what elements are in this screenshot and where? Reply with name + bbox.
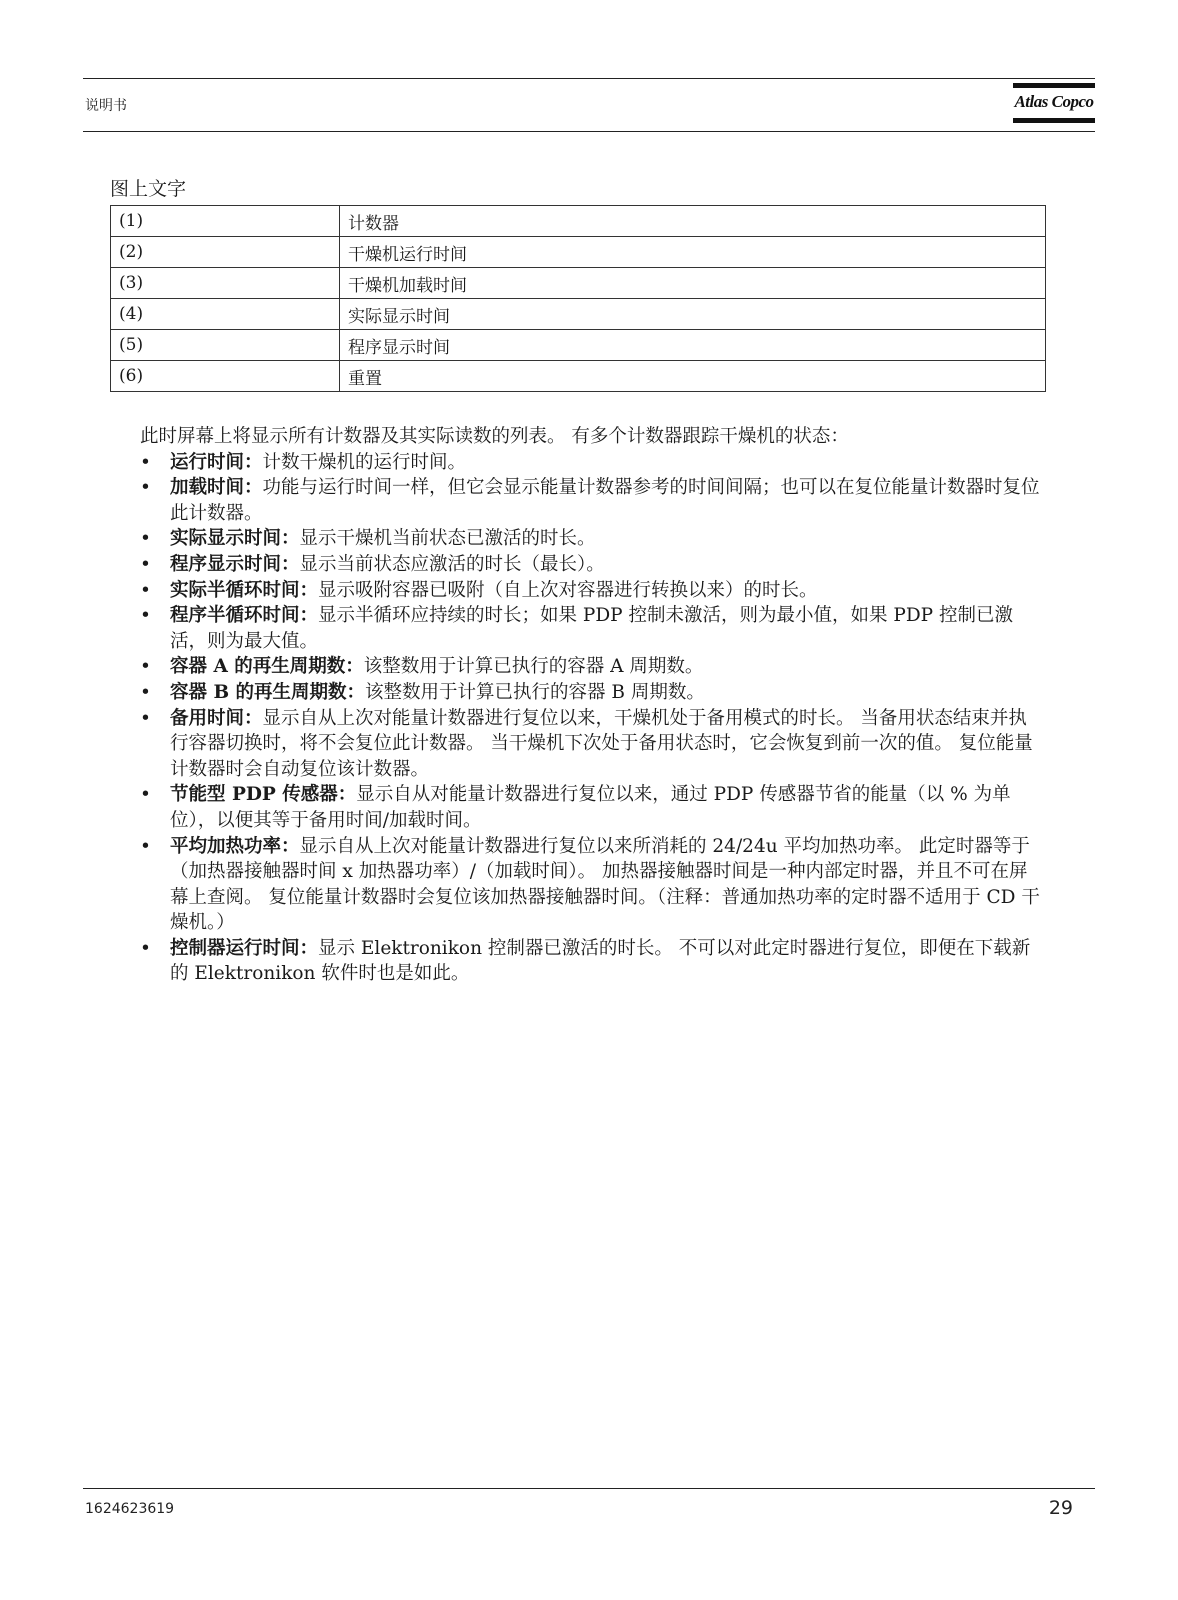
item-text: 显示干燥机当前状态已激活的时长。 — [299, 528, 596, 550]
body-content — [140, 424, 1040, 987]
legend-number: (2) — [111, 237, 340, 268]
legend-text: 重置 — [340, 361, 1046, 392]
list-item — [140, 834, 1040, 936]
logo-bar-bottom — [1013, 118, 1095, 123]
item-text: 显示自从上次对能量计数器进行复位以来，干燥机处于备用模式的时长。 当备用状态结束并执行容器切换时，将不会复位此计数器。 当干燥机下次处于备用状态时，它会恢复到前一次的值。 复位能量计数器时会自动复位该计数器。 — [170, 707, 1033, 780]
logo-text: Atlas Copco — [1014, 92, 1094, 111]
list-item — [140, 450, 1040, 476]
legend-text: 计数器 — [340, 206, 1046, 237]
legend-title: 图上文字 — [110, 178, 187, 200]
atlas-copco-logo — [1013, 81, 1095, 127]
legend-number: (1) — [111, 206, 340, 237]
item-term: 容器 B 的再生周期数： — [170, 681, 366, 703]
table-row — [111, 299, 1046, 330]
item-term: 平均加热功率： — [170, 835, 300, 857]
intro-paragraph: 此时屏幕上将显示所有计数器及其实际读数的列表。 有多个计数器跟踪干燥机的状态： — [140, 426, 849, 447]
document-number: 1624623619 — [85, 1501, 175, 1517]
item-text: 显示吸附容器已吸附（自上次对容器进行转换以来）的时长。 — [318, 579, 818, 601]
table-row — [111, 237, 1046, 268]
bullet-icon: • — [140, 528, 151, 550]
legend-number: (4) — [111, 299, 340, 330]
item-term: 备用时间： — [170, 707, 263, 729]
legend-text: 实际显示时间 — [340, 299, 1046, 330]
legend-number: (3) — [111, 268, 340, 299]
list-item — [140, 475, 1040, 526]
item-text: 显示自从对能量计数器进行复位以来，通过 PDP 传感器节省的能量（以 % 为单位），以便其等于备用时间/加载时间。 — [170, 784, 1011, 831]
bullet-icon: • — [140, 937, 151, 959]
page-number: 29 — [1048, 1497, 1073, 1519]
bullet-icon: • — [140, 477, 151, 499]
list-item — [140, 680, 1040, 706]
list-item — [140, 654, 1040, 680]
list-item — [140, 936, 1040, 987]
item-term: 程序半循环时间： — [170, 605, 319, 627]
legend-number: (6) — [111, 361, 340, 392]
list-item — [140, 603, 1040, 654]
legend-text: 干燥机加载时间 — [340, 268, 1046, 299]
bullet-icon: • — [140, 656, 151, 678]
table-row — [111, 361, 1046, 392]
bullet-icon: • — [140, 707, 151, 729]
list-item — [140, 578, 1040, 604]
item-text: 该整数用于计算已执行的容器 B 周期数。 — [365, 681, 705, 703]
item-text: 显示自从上次对能量计数器进行复位以来所消耗的 24/24u 平均加热功率。 此定时器等于（加热器接触器时间 x 加热器功率）/（加载时间）。 加热器接触器时间是一种内部定时器，并且不可在屏幕上查阅。 复位能量计数器时会复位该加热器接触器时间。（注释：普通加热功率的定时器不适用于 CD 干燥机。） — [170, 835, 1040, 934]
list-item — [140, 782, 1040, 833]
item-term: 运行时间： — [170, 451, 263, 473]
item-text: 显示 Elektronikon 控制器已激活的时长。 不可以对此定时器进行复位，即便在下载新的 Elektronikon 软件时也是如此。 — [170, 937, 1031, 985]
page-header — [83, 78, 1095, 132]
item-text: 该整数用于计算已执行的容器 A 周期数。 — [363, 656, 704, 678]
item-text: 计数干燥机的运行时间。 — [262, 451, 467, 473]
table-row — [111, 330, 1046, 361]
bullet-icon: • — [140, 553, 151, 575]
bullet-icon: • — [140, 835, 151, 857]
bullet-icon: • — [140, 681, 151, 703]
legend-number: (5) — [111, 330, 340, 361]
item-term: 程序显示时间： — [170, 553, 300, 575]
bullet-icon: • — [140, 605, 151, 627]
table-row — [111, 206, 1046, 237]
list-item — [140, 526, 1040, 552]
item-text: 显示半循环应持续的时长；如果 PDP 控制未激活，则为最小值，如果 PDP 控制已激活，则为最大值。 — [170, 605, 1013, 652]
bullet-icon: • — [140, 784, 151, 806]
bullet-icon: • — [140, 451, 151, 473]
list-item — [140, 706, 1040, 783]
header-title: 说明书 — [85, 98, 127, 114]
logo-bar-top — [1013, 83, 1095, 88]
bullet-icon: • — [140, 579, 151, 601]
legend-table — [110, 205, 1046, 392]
list-item — [140, 552, 1040, 578]
item-term: 实际显示时间： — [170, 528, 300, 550]
item-term: 控制器运行时间： — [170, 937, 319, 959]
table-row — [111, 268, 1046, 299]
legend-text: 干燥机运行时间 — [340, 237, 1046, 268]
item-term: 加载时间： — [170, 477, 263, 499]
page-footer — [83, 1488, 1095, 1519]
item-text: 功能与运行时间一样，但它会显示能量计数器参考的时间间隔；也可以在复位能量计数器时复位此计数器。 — [170, 477, 1040, 524]
item-term: 容器 A 的再生周期数： — [170, 656, 364, 678]
item-text: 显示当前状态应激活的时长（最长）。 — [299, 553, 605, 575]
counter-list — [140, 450, 1040, 987]
legend-text: 程序显示时间 — [340, 330, 1046, 361]
item-term: 实际半循环时间： — [170, 579, 319, 601]
item-term: 节能型 PDP 传感器： — [170, 784, 357, 806]
